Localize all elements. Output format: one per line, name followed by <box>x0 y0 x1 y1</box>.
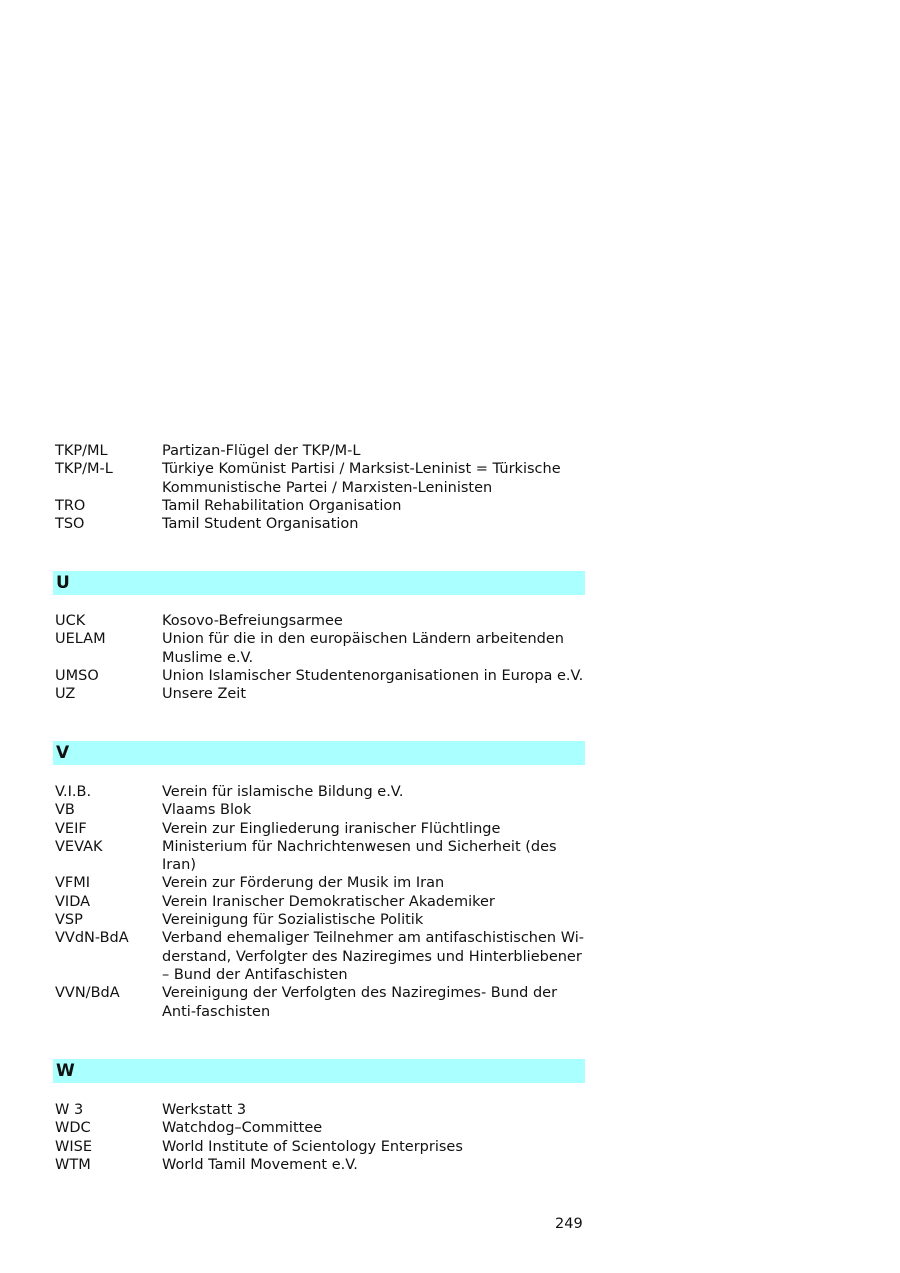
definition: Verein für islamische Bildung e.V. <box>162 784 404 800</box>
section-t-list <box>55 442 585 533</box>
abbreviation: WDC <box>55 1120 91 1137</box>
list-item <box>55 1119 585 1137</box>
abbreviation: VVN/BdA <box>55 985 120 1002</box>
list-item <box>55 442 585 460</box>
list-item <box>55 667 585 685</box>
definition: Tamil Student Organisation <box>162 516 359 533</box>
list-item <box>55 1138 585 1156</box>
abbreviation: TRO <box>55 497 86 514</box>
definition: Tamil Rehabilitation Organisation <box>162 497 402 514</box>
definition: Verband ehemaliger Teilnehmer am antifaschistischen Wi-derstand, Verfolgter des Naziregimes und Hinterbliebener – Bund der Antifaschisten <box>162 930 584 983</box>
abbreviation: VIDA <box>55 893 91 910</box>
section-w-list <box>55 1101 585 1174</box>
definition: Kosovo-Befreiungsarmee <box>162 613 343 629</box>
section-header-w <box>53 1059 585 1083</box>
list-item <box>55 838 585 875</box>
list-item <box>55 630 585 667</box>
list-item <box>55 1156 585 1174</box>
definition: Vereinigung der Verfolgten des Naziregimes- Bund der Anti-faschisten <box>162 985 558 1020</box>
abbreviation: TSO <box>55 516 85 533</box>
list-item <box>55 801 585 819</box>
abbreviation: UCK <box>55 613 86 629</box>
list-item <box>55 929 585 984</box>
definition: Verein Iranischer Demokratischer Akademiker <box>162 893 495 910</box>
abbreviation: WISE <box>55 1138 92 1155</box>
list-item <box>55 874 585 892</box>
section-header-u <box>53 571 585 595</box>
definition: Werkstatt 3 <box>162 1102 247 1118</box>
list-item <box>55 783 585 801</box>
abbreviation: VVdN-BdA <box>55 930 129 947</box>
definition: Verein zur Eingliederung iranischer Flüchtlinge <box>162 820 501 837</box>
definition: Ministerium für Nachrichtenwesen und Sicherheit (des Iran) <box>162 838 557 874</box>
definition: Unsere Zeit <box>162 686 247 703</box>
section-letter: V <box>56 743 70 763</box>
list-item <box>55 497 585 515</box>
list-item <box>55 460 585 497</box>
abbreviation: UELAM <box>55 631 106 648</box>
section-letter: U <box>56 573 70 593</box>
definition: Verein zur Förderung der Musik im Iran <box>162 875 445 892</box>
page-number: 249 <box>555 1216 583 1232</box>
section-u-list <box>55 612 585 703</box>
definition: World Institute of Scientology Enterprises <box>162 1138 463 1155</box>
list-item <box>55 984 585 1021</box>
abbreviation: W 3 <box>55 1102 84 1118</box>
abbreviation: VB <box>55 802 75 819</box>
definition: Türkiye Komünist Partisi / Marksist-Leninist = Türkische Kommunistische Partei / Marxisten-Leninisten <box>162 461 561 496</box>
definition: World Tamil Movement e.V. <box>162 1156 358 1173</box>
abbreviation: VSP <box>55 912 83 929</box>
abbreviation: VEVAK <box>55 838 103 855</box>
list-item <box>55 1101 585 1119</box>
section-header-v <box>53 741 585 765</box>
section-letter: W <box>56 1061 75 1081</box>
definition: Vereinigung für Sozialistische Politik <box>162 912 424 929</box>
list-item <box>55 685 585 703</box>
abbreviation: VEIF <box>55 820 87 837</box>
definition: Union Islamischer Studentenorganisationen in Europa e.V. <box>162 667 584 684</box>
abbreviation: VFMI <box>55 875 91 892</box>
abbreviation: WTM <box>55 1156 91 1173</box>
definition: Vlaams Blok <box>162 802 252 819</box>
list-item <box>55 515 585 533</box>
abbreviation: TKP/ML <box>55 443 108 459</box>
definition: Union für die in den europäischen Ländern arbeitenden Muslime e.V. <box>162 631 564 666</box>
list-item <box>55 911 585 929</box>
definition: Partizan-Flügel der TKP/M-L <box>162 443 361 459</box>
abbreviation: UMSO <box>55 667 99 684</box>
definition: Watchdog–Committee <box>162 1120 323 1137</box>
list-item <box>55 612 585 630</box>
abbreviation: UZ <box>55 686 76 703</box>
list-item <box>55 820 585 838</box>
abbreviation: V.I.B. <box>55 784 92 800</box>
abbreviation: TKP/M-L <box>55 461 113 478</box>
section-v-list <box>55 783 585 1021</box>
list-item <box>55 893 585 911</box>
